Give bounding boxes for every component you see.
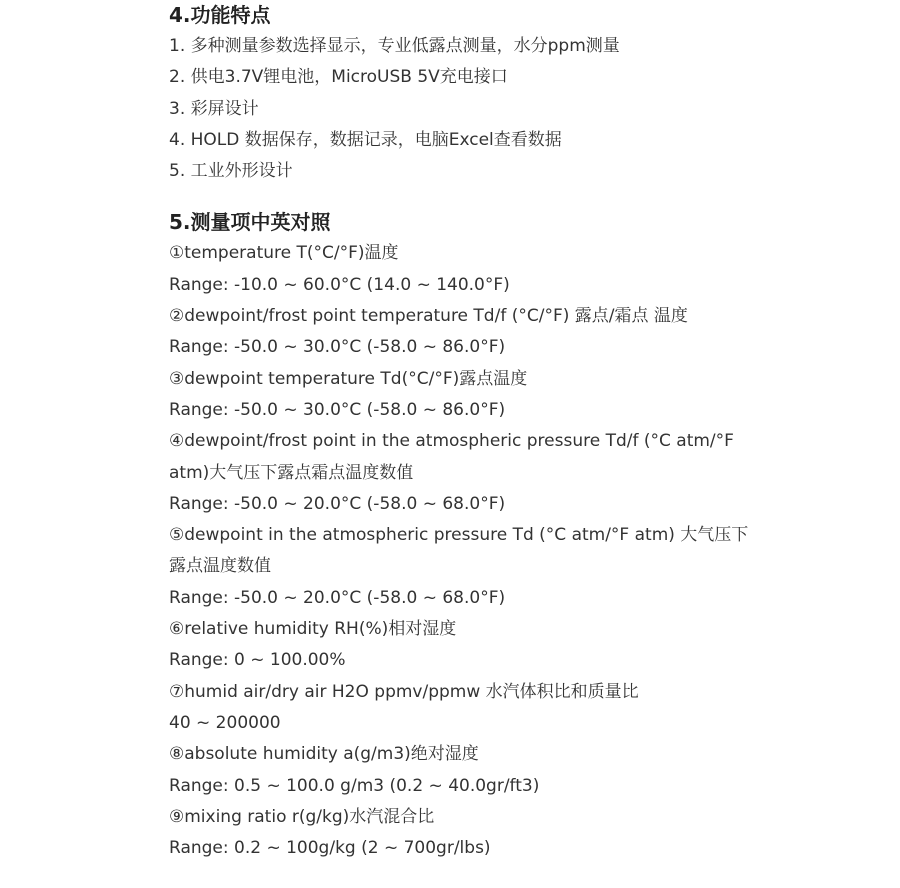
- measurement-name-dewpoint-frostpoint-atm: ④dewpoint/frost point in the atmospheric pressure Td/f (°C atm/°F: [169, 431, 734, 452]
- measurement-range: Range: 0.5 ~ 100.0 g/m3 (0.2 ~ 40.0gr/ft3): [169, 775, 540, 796]
- measurement-name-continuation: 露点温度数值: [169, 556, 271, 577]
- measurement-name-temperature: ①temperature T(°C/°F)温度: [169, 243, 399, 264]
- section-title-features: 4.功能特点: [169, 3, 271, 27]
- measurement-name-mixing-ratio: ⑨mixing ratio r(g/kg)水汽混合比: [169, 806, 435, 827]
- measurement-range: Range: -10.0 ~ 60.0°C (14.0 ~ 140.0°F): [169, 274, 510, 295]
- measurement-name-ppm: ⑦humid air/dry air H2O ppmv/ppmw 水汽体积比和质量比: [169, 681, 639, 702]
- measurement-range: Range: -50.0 ~ 20.0°C (-58.0 ~ 68.0°F): [169, 493, 506, 514]
- measurement-name-dewpoint-frostpoint: ②dewpoint/frost point temperature Td/f (°C/°F) 露点/霜点 温度: [169, 306, 688, 327]
- measurement-range: 40 ~ 200000: [169, 712, 281, 733]
- section-measurement-items: [169, 207, 869, 864]
- measurement-name-dewpoint-atm: ⑤dewpoint in the atmospheric pressure Td (°C atm/°F atm) 大气压下: [169, 525, 749, 546]
- feature-item: 3. 彩屏设计: [169, 98, 259, 119]
- measurement-range: Range: -50.0 ~ 20.0°C (-58.0 ~ 68.0°F): [169, 587, 506, 608]
- measurement-range: Range: 0 ~ 100.00%: [169, 650, 346, 671]
- feature-item: 1. 多种测量参数选择显示，专业低露点测量，水分ppm测量: [169, 36, 620, 56]
- measurement-range: Range: -50.0 ~ 30.0°C (-58.0 ~ 86.0°F): [169, 399, 506, 420]
- measurement-name-continuation: atm)大气压下露点霜点温度数值: [169, 462, 414, 483]
- feature-item: 5. 工业外形设计: [169, 161, 293, 182]
- measurement-range: Range: 0.2 ~ 100g/kg (2 ~ 700gr/lbs): [169, 838, 491, 859]
- features-list: [169, 31, 869, 187]
- feature-item: 4. HOLD 数据保存，数据记录，电脑Excel查看数据: [169, 129, 562, 150]
- document-body: [169, 0, 869, 864]
- measurement-list: [169, 238, 869, 864]
- measurement-name-absolute-humidity: ⑧absolute humidity a(g/m3)绝对湿度: [169, 744, 479, 765]
- feature-item: 2. 供电3.7V锂电池，MicroUSB 5V充电接口: [169, 67, 508, 88]
- measurement-range: Range: -50.0 ~ 30.0°C (-58.0 ~ 86.0°F): [169, 337, 506, 358]
- measurement-name-dewpoint: ③dewpoint temperature Td(°C/°F)露点温度: [169, 368, 528, 389]
- measurement-name-relative-humidity: ⑥relative humidity RH(%)相对湿度: [169, 619, 457, 640]
- section-features: [169, 0, 869, 187]
- section-title-measurement-items: 5.测量项中英对照: [169, 210, 331, 235]
